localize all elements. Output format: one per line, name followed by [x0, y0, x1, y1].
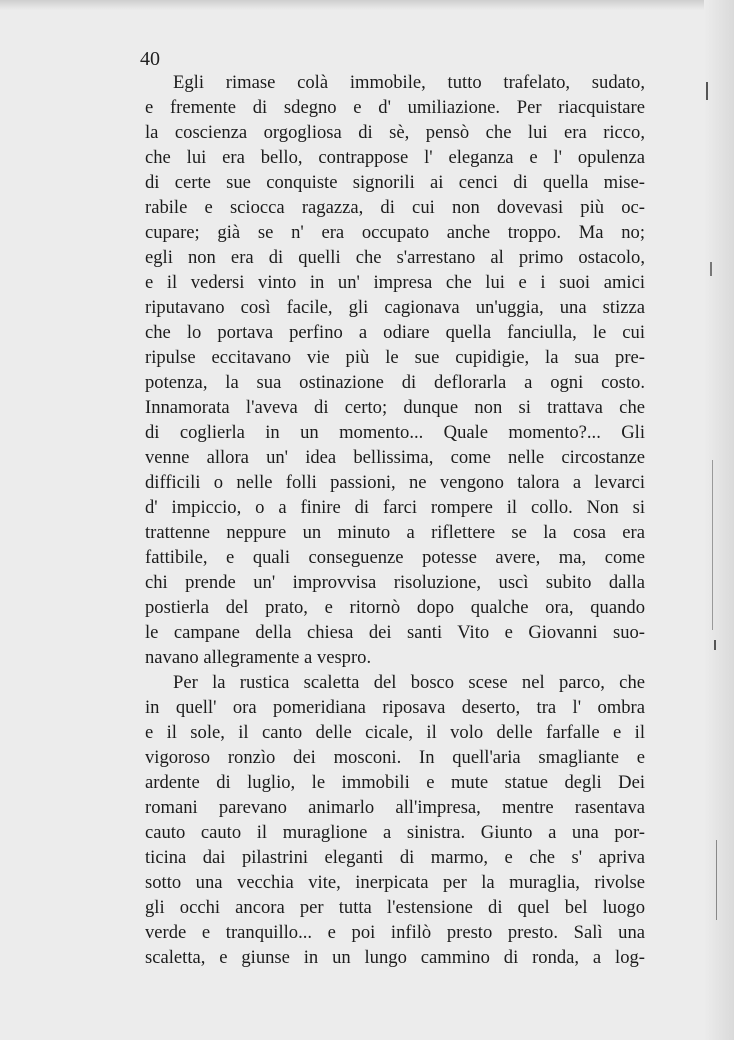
- text-line: gli occhi ancora per tutta l'estensione di quel bel luogo: [145, 897, 645, 918]
- text-line: fattibile, e quali conseguenze potesse avere, ma, come: [145, 547, 645, 568]
- text-line: postierla del prato, e ritornò dopo qualche ora, quando: [145, 597, 645, 618]
- text-line: romani parevano animarlo all'impresa, mentre rasentava: [145, 797, 645, 818]
- page-top-edge: [0, 0, 734, 10]
- body-text: [145, 70, 645, 970]
- text-line: cauto cauto il muraglione a sinistra. Giunto a una por-: [145, 822, 645, 843]
- text-line: d' impiccio, o a finire di farci rompere il collo. Non si: [145, 497, 645, 518]
- text-line: Innamorata l'aveva di certo; dunque non si trattava che: [145, 397, 645, 418]
- text-line: trattenne neppure un minuto a riflettere se la cosa era: [145, 522, 645, 543]
- text-line: cupare; già se n' era occupato anche troppo. Ma no;: [145, 222, 645, 243]
- text-line: la coscienza orgogliosa di sè, pensò che lui era ricco,: [145, 122, 645, 143]
- page-right-edge: [704, 0, 734, 1040]
- text-line: scaletta, e giunse in un lungo cammino di ronda, a log-: [145, 947, 645, 968]
- text-line: ticina dai pilastrini eleganti di marmo, e che s' apriva: [145, 847, 645, 868]
- margin-mark: [706, 82, 708, 100]
- text-line: ripulse eccitavano vie più le sue cupidigie, la sua pre-: [145, 347, 645, 368]
- text-line: sotto una vecchia vite, inerpicata per la muraglia, rivolse: [145, 872, 645, 893]
- margin-mark: [714, 640, 716, 650]
- text-line: e fremente di sdegno e d' umiliazione. Per riacquistare: [145, 97, 645, 118]
- text-line: navano allegramente a vespro.: [145, 647, 372, 668]
- text-line: e il vedersi vinto in un' impresa che lui e i suoi amici: [145, 272, 645, 293]
- margin-mark: [716, 840, 717, 920]
- text-line: Egli rimase colà immobile, tutto trafelato, sudato,: [173, 72, 645, 93]
- text-line: di coglierla in un momento... Quale momento?... Gli: [145, 422, 645, 443]
- text-line: le campane della chiesa dei santi Vito e Giovanni suo-: [145, 622, 645, 643]
- text-line: potenza, la sua ostinazione di deflorarla a ogni costo.: [145, 372, 645, 393]
- text-line: riputavano così facile, gli cagionava un'uggia, una stizza: [145, 297, 645, 318]
- text-line: egli non era di quelli che s'arrestano al primo ostacolo,: [145, 247, 645, 268]
- margin-mark: [712, 460, 713, 630]
- text-line: che lo portava perfino a odiare quella fanciulla, le cui: [145, 322, 645, 343]
- text-line: in quell' ora pomeridiana riposava deserto, tra l' ombra: [145, 697, 645, 718]
- text-line: Per la rustica scaletta del bosco scese nel parco, che: [173, 672, 645, 693]
- text-line: rabile e sciocca ragazza, di cui non dovevasi più oc-: [145, 197, 645, 218]
- text-line: venne allora un' idea bellissima, come nelle circostanze: [145, 447, 645, 468]
- page-number: 40: [140, 48, 160, 70]
- margin-mark: [710, 262, 712, 276]
- text-line: ardente di luglio, le immobili e mute statue degli Dei: [145, 772, 645, 793]
- text-line: e il sole, il canto delle cicale, il volo delle farfalle e il: [145, 722, 645, 743]
- text-line: verde e tranquillo... e poi infilò presto presto. Salì una: [145, 922, 645, 943]
- text-line: vigoroso ronzìo dei mosconi. In quell'aria smagliante e: [145, 747, 645, 768]
- text-line: chi prende un' improvvisa risoluzione, uscì subito dalla: [145, 572, 645, 593]
- text-line: difficili o nelle folli passioni, ne vengono talora a levarci: [145, 472, 645, 493]
- text-line: che lui era bello, contrappose l' eleganza e l' opulenza: [145, 147, 645, 168]
- text-line: di certe sue conquiste signorili ai cenci di quella mise-: [145, 172, 645, 193]
